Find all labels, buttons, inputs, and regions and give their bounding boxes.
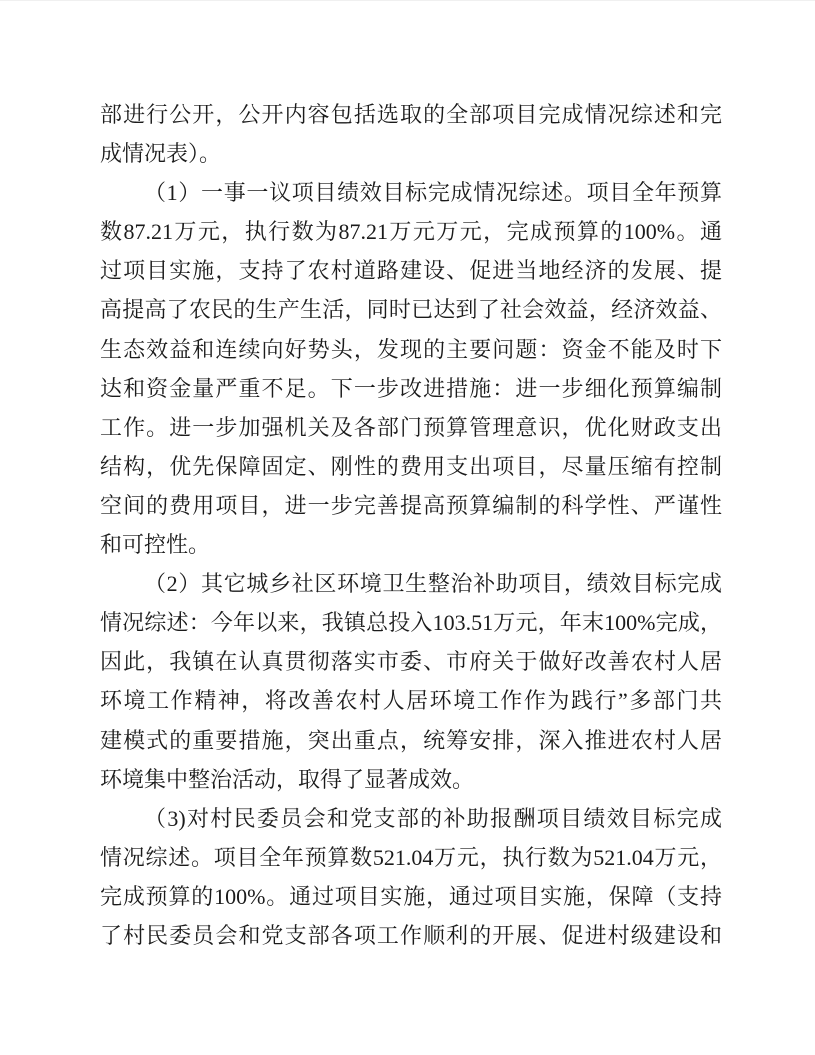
text-line: 环境工作精神，将改善农村人居环境工作作为践行”多部门共 (100, 688, 722, 714)
text-line: （1）一事一议项目绩效目标完成情况综述。项目全年预算 (144, 180, 722, 206)
text-line: 情况综述：今年以来，我镇总投入103.51万元，年末100%完成， (100, 610, 722, 636)
text-line: 达和资金量严重不足。下一步改进措施：进一步细化预算编制 (100, 375, 722, 401)
text-line: 建模式的重要措施，突出重点，统筹安排，深入推进农村人居 (100, 727, 722, 753)
text-line: 情况综述。项目全年预算数521.04万元，执行数为521.04万元， (100, 844, 722, 870)
text-line: 生态效益和连续向好势头，发现的主要问题：资金不能及时下 (100, 336, 722, 362)
document-text-body (100, 95, 722, 955)
text-line: 高提高了农民的生产生活，同时已达到了社会效益，经济效益、 (100, 297, 722, 323)
text-line: （3)对村民委员会和党支部的补助报酬项目绩效目标完成 (144, 805, 722, 831)
text-line: 了村民委员会和党支部各项工作顺利的开展、促进村级建设和 (100, 922, 722, 948)
text-line: 环境集中整治活动，取得了显著成效。 (100, 766, 475, 792)
text-line: 空间的费用项目，进一步完善提高预算编制的科学性、严谨性 (100, 492, 722, 518)
text-line: 成情况表）。 (100, 141, 222, 167)
text-line: 和可控性。 (100, 532, 211, 558)
text-line: 结构，优先保障固定、刚性的费用支出项目，尽量压缩有控制 (100, 453, 722, 479)
text-line: 数87.21万元，执行数为87.21万元万元，完成预算的100%。通 (100, 219, 722, 245)
text-line: 因此，我镇在认真贯彻落实市委、市府关于做好改善农村人居 (100, 649, 722, 675)
text-line: 过项目实施，支持了农村道路建设、促进当地经济的发展、提 (100, 258, 722, 284)
text-line: 工作。进一步加强机关及各部门预算管理意识，优化财政支出 (100, 414, 722, 440)
text-line: 部进行公开，公开内容包括选取的全部项目完成情况综述和完 (100, 102, 722, 127)
text-line: 完成预算的100%。通过项目实施，通过项目实施，保障（支持 (100, 883, 722, 909)
text-line: （2）其它城乡社区环境卫生整治补助项目，绩效目标完成 (144, 571, 722, 597)
